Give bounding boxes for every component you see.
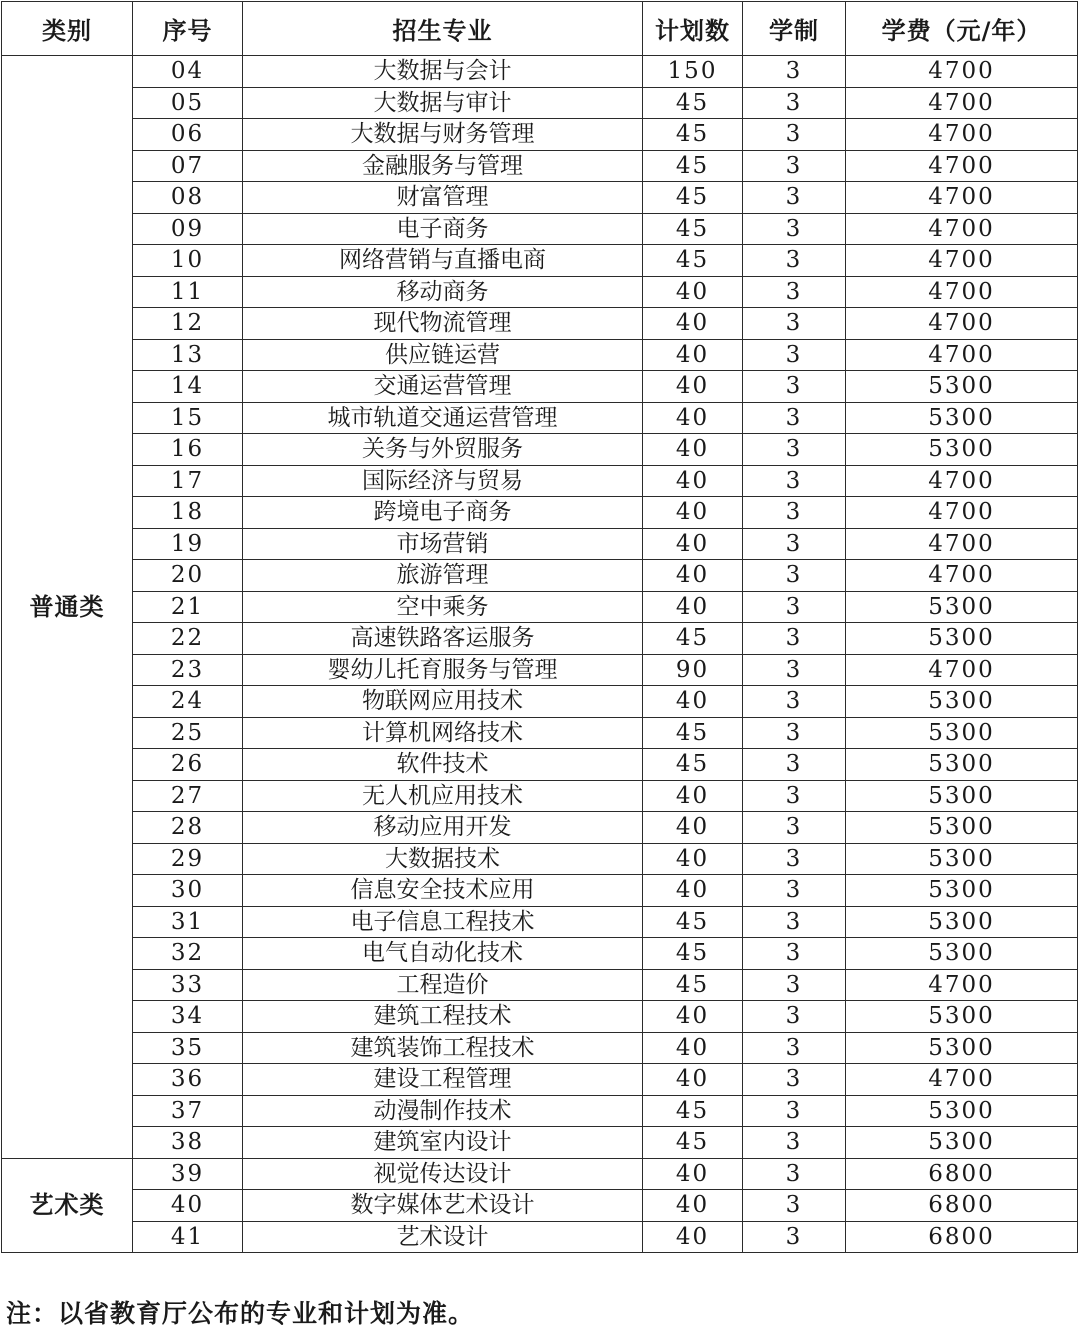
fee-cell: 5300 bbox=[846, 875, 1078, 907]
plan-cell: 40 bbox=[643, 308, 743, 340]
fee-cell: 4700 bbox=[846, 465, 1078, 497]
years-cell: 3 bbox=[743, 371, 846, 403]
fee-cell: 4700 bbox=[846, 150, 1078, 182]
fee-cell: 4700 bbox=[846, 182, 1078, 214]
years-cell: 3 bbox=[743, 1190, 846, 1222]
fee-cell: 4700 bbox=[846, 497, 1078, 529]
major-cell: 计算机网络技术 bbox=[243, 717, 643, 749]
major-cell: 电子信息工程技术 bbox=[243, 906, 643, 938]
table-row bbox=[2, 1032, 1078, 1064]
header-plan: 计划数 bbox=[643, 2, 743, 56]
header-years: 学制 bbox=[743, 2, 846, 56]
header-major: 招生专业 bbox=[243, 2, 643, 56]
plan-cell: 45 bbox=[643, 182, 743, 214]
table-row bbox=[2, 402, 1078, 434]
seq-cell: 11 bbox=[133, 276, 243, 308]
fee-cell: 5300 bbox=[846, 1095, 1078, 1127]
table-row bbox=[2, 686, 1078, 718]
seq-cell: 05 bbox=[133, 87, 243, 119]
table-row bbox=[2, 119, 1078, 151]
fee-cell: 4700 bbox=[846, 87, 1078, 119]
major-cell: 物联网应用技术 bbox=[243, 686, 643, 718]
major-cell: 移动应用开发 bbox=[243, 812, 643, 844]
table-row bbox=[2, 87, 1078, 119]
table-row bbox=[2, 1190, 1078, 1222]
seq-cell: 32 bbox=[133, 938, 243, 970]
major-cell: 大数据技术 bbox=[243, 843, 643, 875]
major-cell: 现代物流管理 bbox=[243, 308, 643, 340]
major-cell: 网络营销与直播电商 bbox=[243, 245, 643, 277]
years-cell: 3 bbox=[743, 1064, 846, 1096]
table-body bbox=[2, 56, 1078, 1253]
table-row bbox=[2, 497, 1078, 529]
years-cell: 3 bbox=[743, 812, 846, 844]
years-cell: 3 bbox=[743, 150, 846, 182]
seq-cell: 31 bbox=[133, 906, 243, 938]
major-cell: 国际经济与贸易 bbox=[243, 465, 643, 497]
table-row bbox=[2, 1001, 1078, 1033]
table-row bbox=[2, 969, 1078, 1001]
table-row bbox=[2, 465, 1078, 497]
years-cell: 3 bbox=[743, 1221, 846, 1253]
plan-cell: 40 bbox=[643, 497, 743, 529]
major-cell: 无人机应用技术 bbox=[243, 780, 643, 812]
plan-cell: 40 bbox=[643, 528, 743, 560]
major-cell: 城市轨道交通运营管理 bbox=[243, 402, 643, 434]
years-cell: 3 bbox=[743, 213, 846, 245]
plan-cell: 150 bbox=[643, 56, 743, 88]
years-cell: 3 bbox=[743, 87, 846, 119]
years-cell: 3 bbox=[743, 591, 846, 623]
major-cell: 供应链运营 bbox=[243, 339, 643, 371]
years-cell: 3 bbox=[743, 528, 846, 560]
plan-cell: 40 bbox=[643, 780, 743, 812]
plan-cell: 40 bbox=[643, 371, 743, 403]
header-seq: 序号 bbox=[133, 2, 243, 56]
major-cell: 空中乘务 bbox=[243, 591, 643, 623]
table-row bbox=[2, 1158, 1078, 1190]
fee-cell: 4700 bbox=[846, 119, 1078, 151]
years-cell: 3 bbox=[743, 339, 846, 371]
major-cell: 视觉传达设计 bbox=[243, 1158, 643, 1190]
plan-cell: 40 bbox=[643, 1158, 743, 1190]
plan-cell: 90 bbox=[643, 654, 743, 686]
seq-cell: 29 bbox=[133, 843, 243, 875]
fee-cell: 5300 bbox=[846, 749, 1078, 781]
years-cell: 3 bbox=[743, 906, 846, 938]
seq-cell: 26 bbox=[133, 749, 243, 781]
plan-cell: 40 bbox=[643, 1032, 743, 1064]
fee-cell: 5300 bbox=[846, 623, 1078, 655]
years-cell: 3 bbox=[743, 560, 846, 592]
fee-cell: 5300 bbox=[846, 434, 1078, 466]
years-cell: 3 bbox=[743, 1001, 846, 1033]
seq-cell: 19 bbox=[133, 528, 243, 560]
table-row bbox=[2, 875, 1078, 907]
fee-cell: 5300 bbox=[846, 591, 1078, 623]
table-row bbox=[2, 150, 1078, 182]
fee-cell: 4700 bbox=[846, 308, 1078, 340]
major-cell: 建筑装饰工程技术 bbox=[243, 1032, 643, 1064]
major-cell: 动漫制作技术 bbox=[243, 1095, 643, 1127]
table-row bbox=[2, 339, 1078, 371]
table-row bbox=[2, 1095, 1078, 1127]
plan-cell: 40 bbox=[643, 560, 743, 592]
table-row bbox=[2, 56, 1078, 88]
years-cell: 3 bbox=[743, 969, 846, 1001]
seq-cell: 37 bbox=[133, 1095, 243, 1127]
fee-cell: 5300 bbox=[846, 1001, 1078, 1033]
seq-cell: 25 bbox=[133, 717, 243, 749]
fee-cell: 4700 bbox=[846, 276, 1078, 308]
seq-cell: 35 bbox=[133, 1032, 243, 1064]
seq-cell: 04 bbox=[133, 56, 243, 88]
major-cell: 移动商务 bbox=[243, 276, 643, 308]
seq-cell: 12 bbox=[133, 308, 243, 340]
years-cell: 3 bbox=[743, 119, 846, 151]
major-cell: 艺术设计 bbox=[243, 1221, 643, 1253]
plan-cell: 40 bbox=[643, 1221, 743, 1253]
years-cell: 3 bbox=[743, 276, 846, 308]
major-cell: 电子商务 bbox=[243, 213, 643, 245]
seq-cell: 24 bbox=[133, 686, 243, 718]
fee-cell: 6800 bbox=[846, 1158, 1078, 1190]
plan-cell: 45 bbox=[643, 150, 743, 182]
fee-cell: 5300 bbox=[846, 371, 1078, 403]
major-cell: 交通运营管理 bbox=[243, 371, 643, 403]
table-row bbox=[2, 371, 1078, 403]
fee-cell: 5300 bbox=[846, 402, 1078, 434]
major-cell: 工程造价 bbox=[243, 969, 643, 1001]
major-cell: 金融服务与管理 bbox=[243, 150, 643, 182]
major-cell: 高速铁路客运服务 bbox=[243, 623, 643, 655]
plan-cell: 45 bbox=[643, 717, 743, 749]
major-cell: 关务与外贸服务 bbox=[243, 434, 643, 466]
table-row bbox=[2, 213, 1078, 245]
plan-cell: 40 bbox=[643, 1064, 743, 1096]
years-cell: 3 bbox=[743, 56, 846, 88]
plan-cell: 45 bbox=[643, 1127, 743, 1159]
header-row bbox=[2, 2, 1078, 56]
table-row bbox=[2, 434, 1078, 466]
seq-cell: 40 bbox=[133, 1190, 243, 1222]
seq-cell: 39 bbox=[133, 1158, 243, 1190]
table-row bbox=[2, 308, 1078, 340]
years-cell: 3 bbox=[743, 465, 846, 497]
years-cell: 3 bbox=[743, 1158, 846, 1190]
seq-cell: 10 bbox=[133, 245, 243, 277]
table-row bbox=[2, 749, 1078, 781]
table-row bbox=[2, 938, 1078, 970]
plan-cell: 45 bbox=[643, 119, 743, 151]
table-row bbox=[2, 812, 1078, 844]
years-cell: 3 bbox=[743, 182, 846, 214]
major-cell: 市场营销 bbox=[243, 528, 643, 560]
seq-cell: 38 bbox=[133, 1127, 243, 1159]
seq-cell: 21 bbox=[133, 591, 243, 623]
fee-cell: 4700 bbox=[846, 56, 1078, 88]
seq-cell: 09 bbox=[133, 213, 243, 245]
fee-cell: 4700 bbox=[846, 339, 1078, 371]
fee-cell: 5300 bbox=[846, 906, 1078, 938]
table-row bbox=[2, 1064, 1078, 1096]
major-cell: 大数据与审计 bbox=[243, 87, 643, 119]
years-cell: 3 bbox=[743, 686, 846, 718]
years-cell: 3 bbox=[743, 623, 846, 655]
table-row bbox=[2, 654, 1078, 686]
category-cell: 艺术类 bbox=[2, 1158, 133, 1253]
seq-cell: 36 bbox=[133, 1064, 243, 1096]
years-cell: 3 bbox=[743, 434, 846, 466]
fee-cell: 6800 bbox=[846, 1221, 1078, 1253]
header-fee: 学费（元/年） bbox=[846, 2, 1078, 56]
major-cell: 软件技术 bbox=[243, 749, 643, 781]
major-cell: 旅游管理 bbox=[243, 560, 643, 592]
major-cell: 信息安全技术应用 bbox=[243, 875, 643, 907]
table-row bbox=[2, 780, 1078, 812]
major-cell: 财富管理 bbox=[243, 182, 643, 214]
plan-cell: 45 bbox=[643, 938, 743, 970]
plan-cell: 45 bbox=[643, 623, 743, 655]
fee-cell: 5300 bbox=[846, 1032, 1078, 1064]
table-row bbox=[2, 245, 1078, 277]
seq-cell: 34 bbox=[133, 1001, 243, 1033]
fee-cell: 6800 bbox=[846, 1190, 1078, 1222]
plan-cell: 40 bbox=[643, 402, 743, 434]
seq-cell: 20 bbox=[133, 560, 243, 592]
fee-cell: 4700 bbox=[846, 654, 1078, 686]
seq-cell: 14 bbox=[133, 371, 243, 403]
seq-cell: 06 bbox=[133, 119, 243, 151]
fee-cell: 4700 bbox=[846, 213, 1078, 245]
table-row bbox=[2, 1221, 1078, 1253]
seq-cell: 30 bbox=[133, 875, 243, 907]
years-cell: 3 bbox=[743, 654, 846, 686]
table-row bbox=[2, 717, 1078, 749]
plan-cell: 40 bbox=[643, 1190, 743, 1222]
years-cell: 3 bbox=[743, 843, 846, 875]
plan-cell: 40 bbox=[643, 1001, 743, 1033]
plan-cell: 45 bbox=[643, 87, 743, 119]
plan-cell: 40 bbox=[643, 812, 743, 844]
plan-cell: 45 bbox=[643, 969, 743, 1001]
plan-cell: 45 bbox=[643, 1095, 743, 1127]
plan-cell: 45 bbox=[643, 213, 743, 245]
fee-cell: 5300 bbox=[846, 843, 1078, 875]
years-cell: 3 bbox=[743, 938, 846, 970]
table-header bbox=[2, 2, 1078, 56]
fee-cell: 4700 bbox=[846, 245, 1078, 277]
plan-cell: 40 bbox=[643, 434, 743, 466]
plan-cell: 45 bbox=[643, 245, 743, 277]
fee-cell: 5300 bbox=[846, 780, 1078, 812]
plan-cell: 40 bbox=[643, 686, 743, 718]
seq-cell: 41 bbox=[133, 1221, 243, 1253]
fee-cell: 4700 bbox=[846, 528, 1078, 560]
table-row bbox=[2, 591, 1078, 623]
years-cell: 3 bbox=[743, 245, 846, 277]
years-cell: 3 bbox=[743, 308, 846, 340]
seq-cell: 07 bbox=[133, 150, 243, 182]
seq-cell: 17 bbox=[133, 465, 243, 497]
enrollment-plan-table bbox=[1, 1, 1078, 1253]
seq-cell: 08 bbox=[133, 182, 243, 214]
table-row bbox=[2, 906, 1078, 938]
years-cell: 3 bbox=[743, 402, 846, 434]
table-row bbox=[2, 528, 1078, 560]
major-cell: 跨境电子商务 bbox=[243, 497, 643, 529]
table-row bbox=[2, 182, 1078, 214]
seq-cell: 27 bbox=[133, 780, 243, 812]
table-row bbox=[2, 1127, 1078, 1159]
seq-cell: 16 bbox=[133, 434, 243, 466]
table-row bbox=[2, 843, 1078, 875]
plan-cell: 45 bbox=[643, 749, 743, 781]
major-cell: 建设工程管理 bbox=[243, 1064, 643, 1096]
seq-cell: 28 bbox=[133, 812, 243, 844]
plan-cell: 45 bbox=[643, 906, 743, 938]
years-cell: 3 bbox=[743, 780, 846, 812]
plan-cell: 40 bbox=[643, 276, 743, 308]
major-cell: 建筑工程技术 bbox=[243, 1001, 643, 1033]
major-cell: 大数据与财务管理 bbox=[243, 119, 643, 151]
years-cell: 3 bbox=[743, 875, 846, 907]
seq-cell: 23 bbox=[133, 654, 243, 686]
table-row bbox=[2, 276, 1078, 308]
seq-cell: 13 bbox=[133, 339, 243, 371]
plan-cell: 40 bbox=[643, 843, 743, 875]
seq-cell: 33 bbox=[133, 969, 243, 1001]
plan-cell: 40 bbox=[643, 875, 743, 907]
fee-cell: 5300 bbox=[846, 686, 1078, 718]
fee-cell: 4700 bbox=[846, 1064, 1078, 1096]
table-row bbox=[2, 560, 1078, 592]
major-cell: 电气自动化技术 bbox=[243, 938, 643, 970]
footnote: 注：以省教育厅公布的专业和计划为准。 bbox=[6, 1299, 475, 1328]
fee-cell: 4700 bbox=[846, 969, 1078, 1001]
years-cell: 3 bbox=[743, 497, 846, 529]
years-cell: 3 bbox=[743, 1032, 846, 1064]
category-cell: 普通类 bbox=[2, 56, 133, 1159]
major-cell: 数字媒体艺术设计 bbox=[243, 1190, 643, 1222]
seq-cell: 22 bbox=[133, 623, 243, 655]
major-cell: 建筑室内设计 bbox=[243, 1127, 643, 1159]
plan-cell: 40 bbox=[643, 465, 743, 497]
major-cell: 婴幼儿托育服务与管理 bbox=[243, 654, 643, 686]
years-cell: 3 bbox=[743, 1095, 846, 1127]
years-cell: 3 bbox=[743, 749, 846, 781]
fee-cell: 5300 bbox=[846, 938, 1078, 970]
seq-cell: 15 bbox=[133, 402, 243, 434]
fee-cell: 5300 bbox=[846, 812, 1078, 844]
table-row bbox=[2, 623, 1078, 655]
major-cell: 大数据与会计 bbox=[243, 56, 643, 88]
header-category: 类别 bbox=[2, 2, 133, 56]
plan-cell: 40 bbox=[643, 591, 743, 623]
fee-cell: 5300 bbox=[846, 717, 1078, 749]
plan-cell: 40 bbox=[643, 339, 743, 371]
years-cell: 3 bbox=[743, 1127, 846, 1159]
seq-cell: 18 bbox=[133, 497, 243, 529]
fee-cell: 5300 bbox=[846, 1127, 1078, 1159]
years-cell: 3 bbox=[743, 717, 846, 749]
fee-cell: 4700 bbox=[846, 560, 1078, 592]
